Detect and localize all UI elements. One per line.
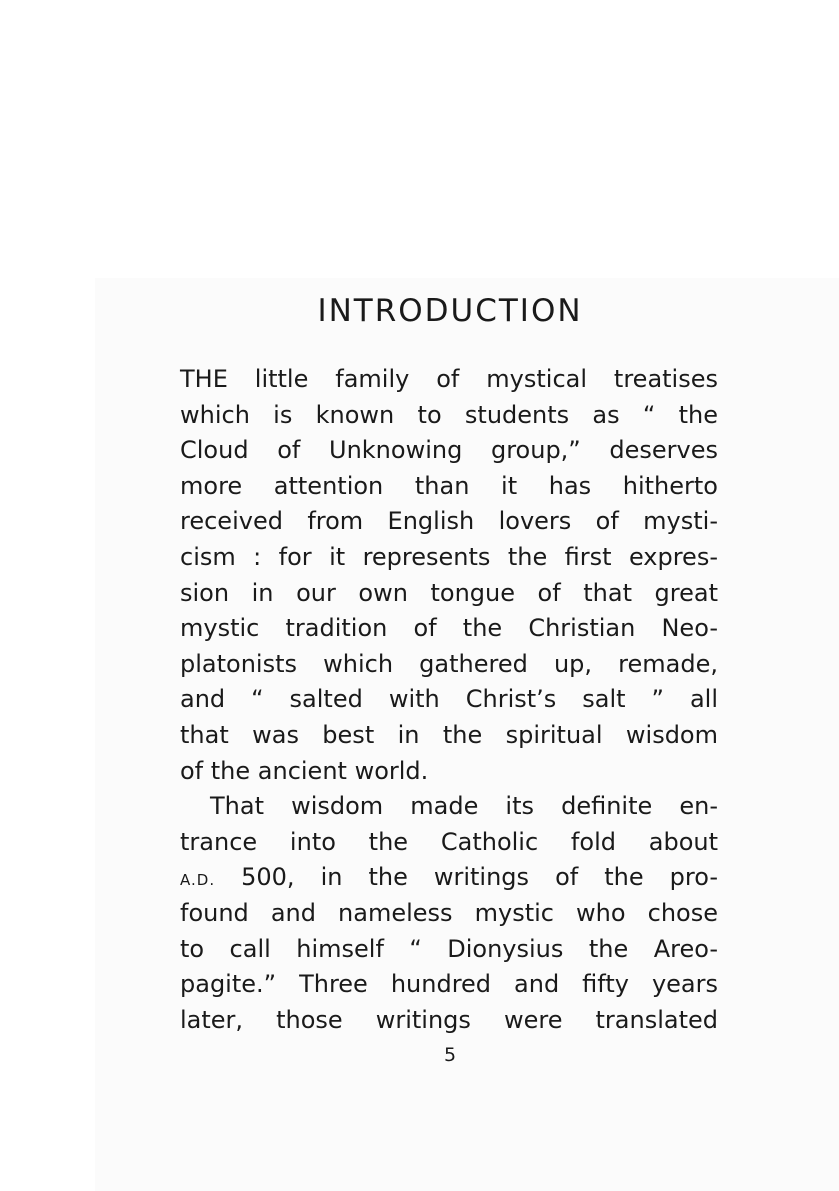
text-line-rest: in the writings of the pro- [320,863,718,892]
text-line: more attention than it has hitherto [180,471,718,500]
date-abbreviation: A.D. [180,871,216,890]
text-line: of the ancient world. [180,756,429,785]
text-line-with-date [180,860,718,896]
text-line: sion in our own tongue of that great [180,578,718,607]
text-line: that was best in the spiritual wisdom [180,720,718,749]
text-line: mystic tradition of the Christian Neo- [180,614,718,643]
text-line: THE little family of mystical treatises [180,365,718,393]
page-number: 5 [443,1044,457,1066]
text-line: cism : for it represents the first expres- [180,542,718,571]
text-line: platonists which gathered up, remade, [180,649,718,678]
text-line: received from English lovers of mysti- [180,507,718,536]
text-line: and “ salted with Christ’s salt ” all [180,685,718,714]
chapter-heading: INTRODUCTION [317,293,583,329]
body-text [180,362,718,1038]
text-line: That wisdom made its definite en- [210,792,718,821]
text-line: Cloud of Unknowing group,” deserves [180,436,718,465]
text-line: found and nameless mystic who chose [180,898,718,927]
text-line: to call himself “ Dionysius the Areo- [180,934,718,963]
text-line: pagite.” Three hundred and fifty years [180,970,718,999]
text-line: which is known to students as “ the [180,400,718,429]
date-year: 500, [241,863,295,892]
text-line: trance into the Catholic fold about [180,827,718,856]
text-line: later, those writings were translated [180,1005,718,1034]
